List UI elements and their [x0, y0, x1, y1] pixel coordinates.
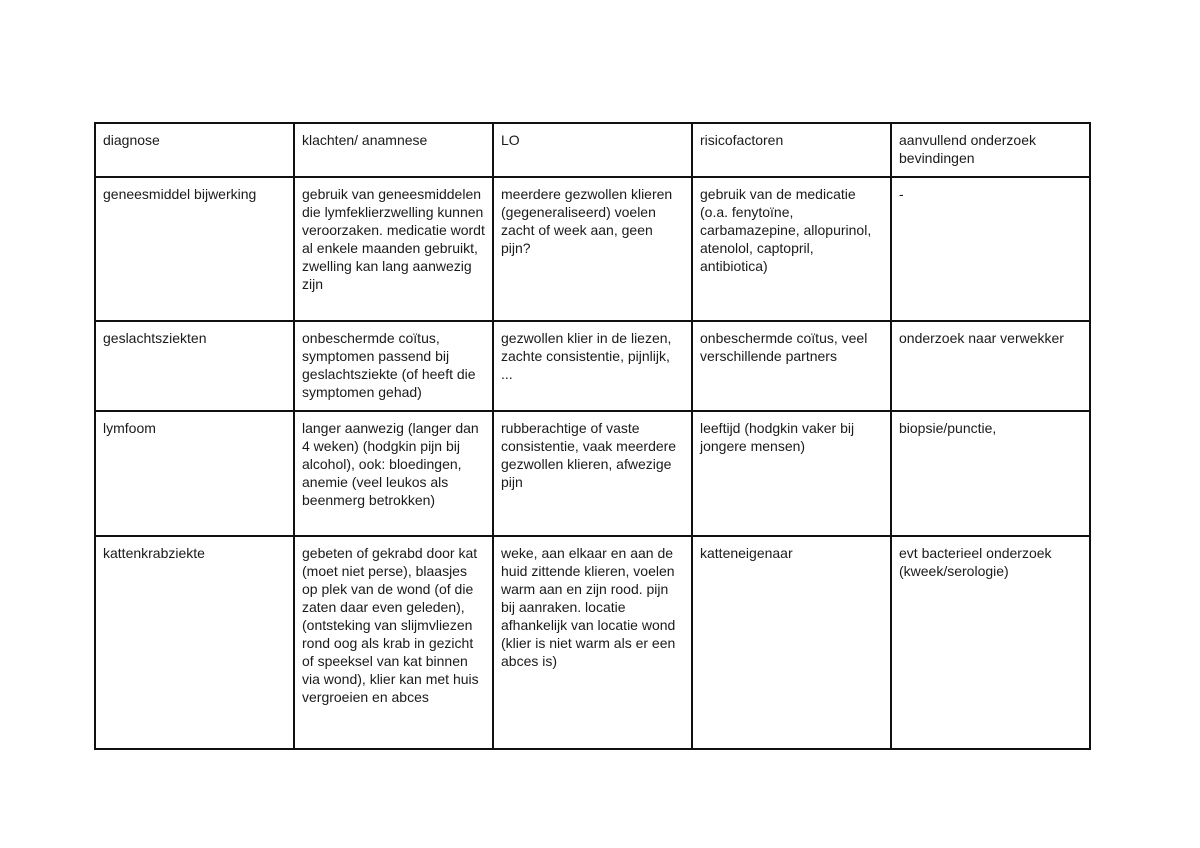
cell-diagnose: geslachtsziekten — [95, 321, 294, 411]
cell-lo: meerdere gezwollen klieren (gegeneraliseerd) voelen zacht of week aan, geen pijn? — [493, 177, 692, 321]
header-cell-risicofactoren: risicofactoren — [692, 123, 891, 177]
cell-diagnose: kattenkrabziekte — [95, 536, 294, 749]
table-row — [95, 321, 1090, 411]
cell-diagnose: geneesmiddel bijwerking — [95, 177, 294, 321]
cell-onderzoek: onderzoek naar verwekker — [891, 321, 1090, 411]
table-row — [95, 411, 1090, 536]
cell-lo: gezwollen klier in de liezen, zachte consistentie, pijnlijk, ... — [493, 321, 692, 411]
table-row — [95, 536, 1090, 749]
cell-diagnose: lymfoom — [95, 411, 294, 536]
diagnosis-table — [94, 122, 1091, 750]
cell-onderzoek: biopsie/punctie, — [891, 411, 1090, 536]
cell-lo: weke, aan elkaar en aan de huid zittende klieren, voelen warm aan en zijn rood. pijn bij aanraken. locatie afhankelijk van locatie wond (klier is niet warm als er een abces is) — [493, 536, 692, 749]
cell-risicofactoren: gebruik van de medicatie (o.a. fenytoïne, carbamazepine, allopurinol, atenolol, captopril, antibiotica) — [692, 177, 891, 321]
cell-onderzoek: - — [891, 177, 1090, 321]
table-header-row — [95, 123, 1090, 177]
cell-onderzoek: evt bacterieel onderzoek (kweek/serologie) — [891, 536, 1090, 749]
header-cell-diagnose: diagnose — [95, 123, 294, 177]
header-cell-onderzoek: aanvullend onderzoek bevindingen — [891, 123, 1090, 177]
cell-klachten: gebruik van geneesmiddelen die lymfeklierzwelling kunnen veroorzaken. medicatie wordt al enkele maanden gebruikt, zwelling kan lang aanwezig zijn — [294, 177, 493, 321]
cell-klachten: gebeten of gekrabd door kat (moet niet perse), blaasjes op plek van de wond (of die zaten daar even geleden), (ontsteking van slijmvliezen rond oog als krab in gezicht of speeksel van kat binnen via wond), klier kan met huis vergroeien en abces — [294, 536, 493, 749]
cell-lo: rubberachtige of vaste consistentie, vaak meerdere gezwollen klieren, afwezige pijn — [493, 411, 692, 536]
table-row — [95, 177, 1090, 321]
cell-risicofactoren: onbeschermde coïtus, veel verschillende partners — [692, 321, 891, 411]
cell-klachten: langer aanwezig (langer dan 4 weken) (hodgkin pijn bij alcohol), ook: bloedingen, anemie (veel leukos als beenmerg betrokken) — [294, 411, 493, 536]
header-cell-lo: LO — [493, 123, 692, 177]
cell-klachten: onbeschermde coïtus, symptomen passend bij geslachtsziekte (of heeft die symptomen gehad) — [294, 321, 493, 411]
cell-risicofactoren: katteneigenaar — [692, 536, 891, 749]
header-cell-klachten: klachten/ anamnese — [294, 123, 493, 177]
cell-risicofactoren: leeftijd (hodgkin vaker bij jongere mensen) — [692, 411, 891, 536]
